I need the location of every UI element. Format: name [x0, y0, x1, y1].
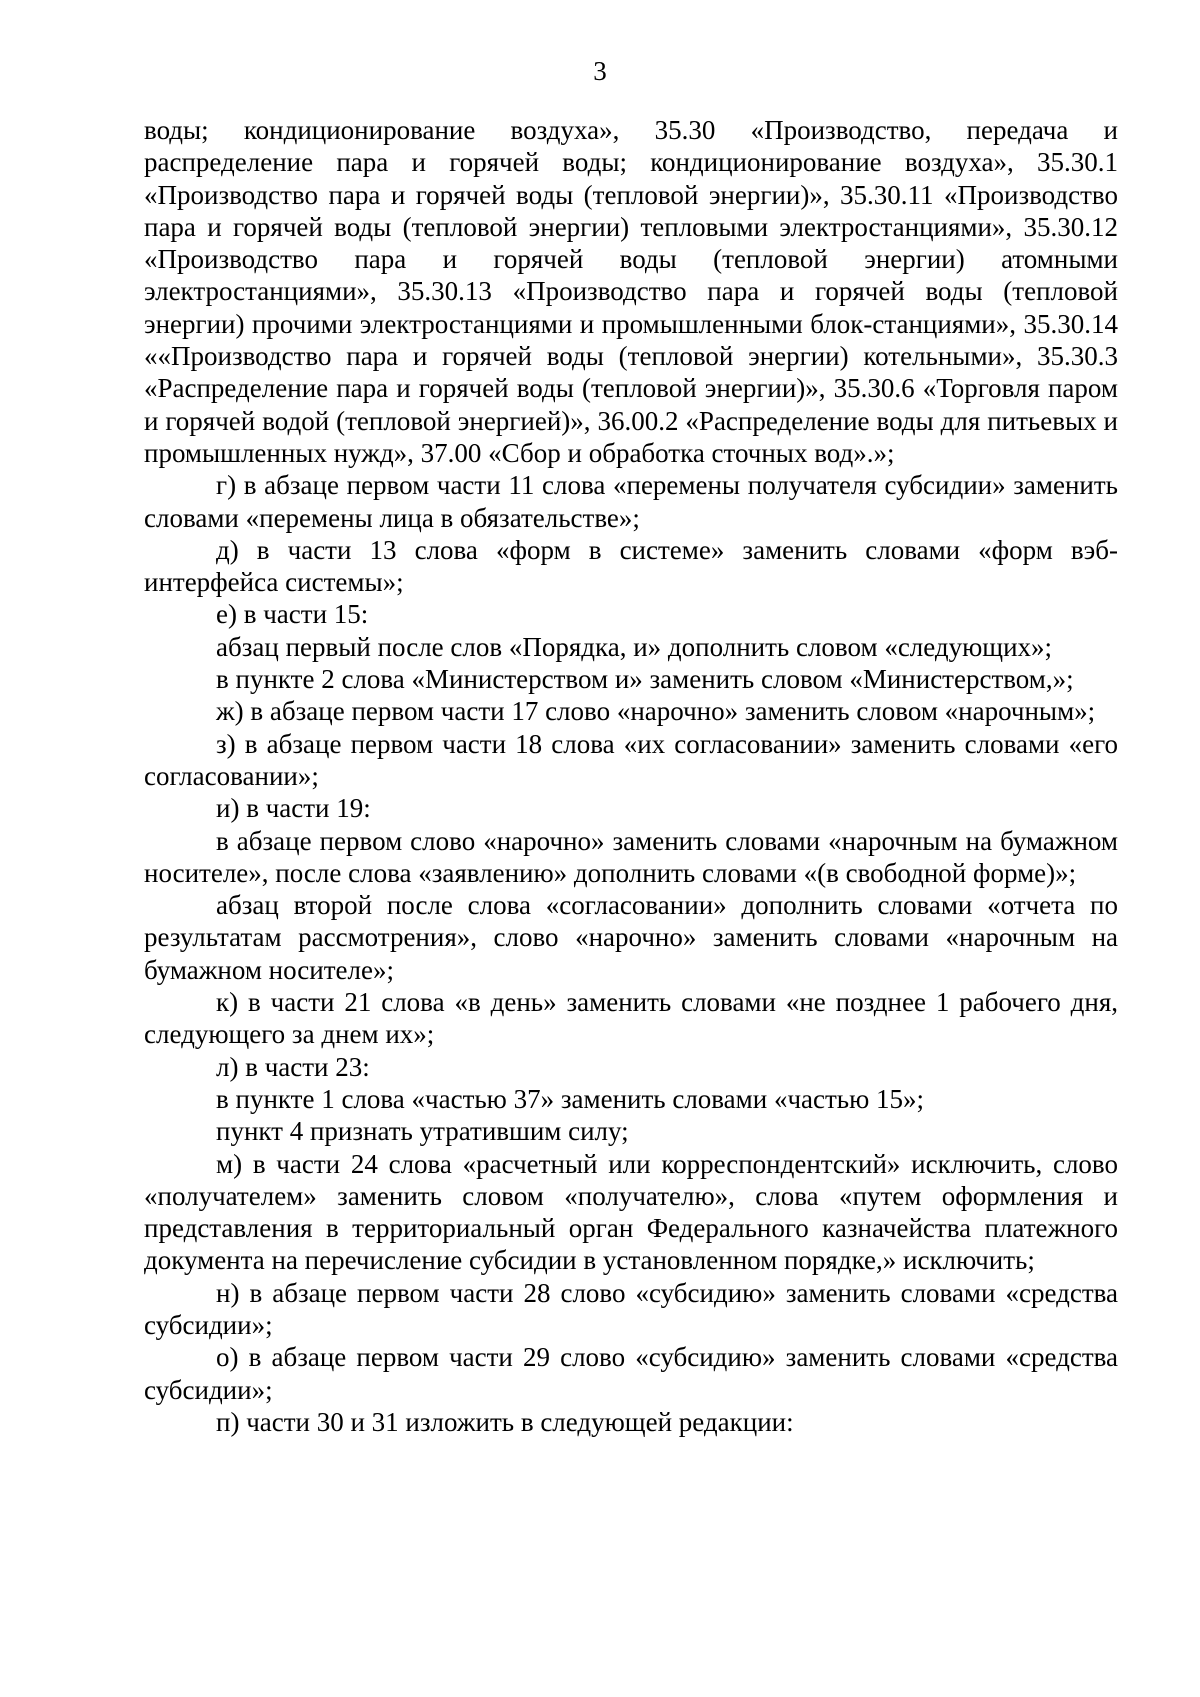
paragraph-item-m: м) в части 24 слова «расчетный или корреспондентский» исключить, слово «получателем» заменить словом «получателю», слова «путем оформления и представления в территориальный орган Федерального казначейства платежного документа на перечисление субсидии в установленном порядке,» исключить; [144, 1148, 1118, 1276]
page-number: 3 [593, 56, 607, 86]
paragraph-item-k: к) в части 21 слова «в день» заменить словами «не позднее 1 рабочего дня, следующего за днем их»; [144, 987, 1118, 1050]
document-body [144, 114, 1118, 1438]
paragraph-item-l: л) в части 23: [216, 1051, 370, 1082]
paragraph-item-p: п) части 30 и 31 изложить в следующей редакции: [216, 1406, 794, 1437]
paragraph-item-g: г) в абзаце первом части 11 слова «перемены получателя субсидии» заменить словами «перемены лица в обязательстве»; [144, 470, 1118, 533]
paragraph-continuation: воды; кондиционирование воздуха», 35.30 «Производство, передача и распределение пара и горячей воды; кондиционирование воздуха», 35.30.1 «Производство пара и горячей воды (тепловой энергии)», 35.30.11 «Производство пара и горячей воды (тепловой энергии) тепловыми электростанциями», 35.30.12 «Производство пара и горячей воды (тепловой энергии) атомными электростанциями», 35.30.13 «Производство пара и горячей воды (тепловой энергии) прочими электростанциями и промышленными блок-станциями», 35.30.14 ««Производство пара и горячей воды (тепловой энергии) котельными», 35.30.3 «Распределение пара и горячей воды (тепловой энергии)», 35.30.6 «Торговля паром и горячей водой (тепловой энергией)», 36.00.2 «Распределение воды для питьевых и промышленных нужд», 37.00 «Сбор и обработка сточных вод».»; [144, 115, 1118, 468]
paragraph-item-i-sub-2: абзац второй после слова «согласовании» дополнить словами «отчета по результатам рассмотрения», слово «нарочно» заменить словами «нарочным на бумажном носителе»; [144, 890, 1118, 985]
paragraph-item-z: з) в абзаце первом части 18 слова «их согласовании» заменить словами «его согласовании»; [144, 728, 1118, 791]
paragraph-item-zh: ж) в абзаце первом части 17 слово «нарочно» заменить словом «нарочным»; [216, 696, 1096, 727]
paragraph-item-i: и) в части 19: [216, 793, 371, 824]
paragraph-item-o: о) в абзаце первом части 29 слово «субсидию» заменить словами «средства субсидии»; [144, 1342, 1118, 1405]
paragraph-item-n: н) в абзаце первом части 28 слово «субсидию» заменить словами «средства субсидии»; [144, 1277, 1118, 1340]
paragraph-item-e-sub-1: абзац первый после слов «Порядка, и» дополнить словом «следующих»; [216, 631, 1053, 662]
paragraph-item-e-sub-2: в пункте 2 слова «Министерством и» заменить словом «Министерством,»; [216, 664, 1074, 695]
paragraph-item-l-sub-2: пункт 4 признать утратившим силу; [216, 1116, 629, 1147]
paragraph-item-l-sub-1: в пункте 1 слова «частью 37» заменить словами «частью 15»; [216, 1083, 925, 1114]
paragraph-item-d: д) в части 13 слова «форм в системе» заменить словами «форм вэб-интерфейса системы»; [144, 534, 1118, 598]
paragraph-item-e: е) в части 15: [216, 599, 369, 630]
paragraph-item-i-sub-1: в абзаце первом слово «нарочно» заменить словами «нарочным на бумажном носителе», после слова «заявлению» дополнить словами «(в свободной форме)»; [144, 825, 1118, 888]
